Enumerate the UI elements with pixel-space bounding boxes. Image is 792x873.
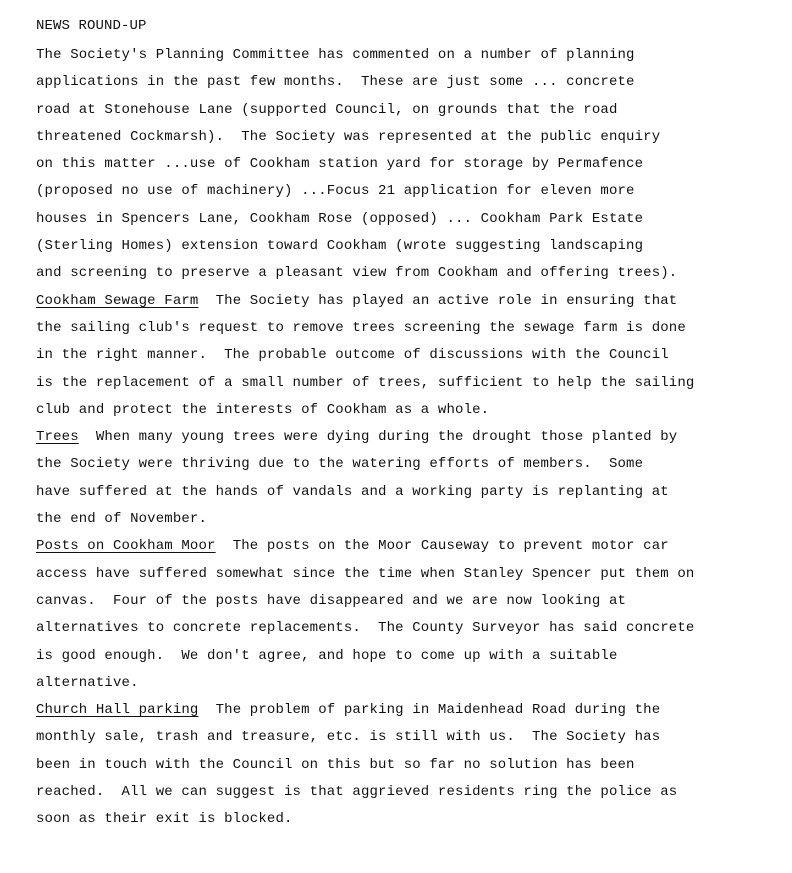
text-line: the end of November. [36,511,208,528]
section-sewage-farm [36,288,766,424]
section-posts-on-moor [36,533,766,697]
text-line: applications in the past few months. These are just some ... concrete [36,74,635,91]
text-line: access have suffered somewhat since the time when Stanley Spencer put them on [36,565,695,582]
section-lead-text: The Society has played an active role in ensuring that [198,292,678,309]
section-church-hall-parking [36,697,766,833]
text-line [36,697,766,724]
text-line: houses in Spencers Lane, Cookham Rose (opposed) ... Cookham Park Estate [36,210,644,227]
section-title: Church Hall parking [36,702,199,719]
section-title: Trees [36,429,79,446]
page-heading: NEWS ROUND-UP [36,18,147,34]
section-trees [36,424,766,533]
section-title: Posts on Cookham Moor [36,538,216,555]
text-line: threatened Cockmarsh). The Society was represented at the public enquiry [36,128,661,145]
text-line: (proposed no use of machinery) ...Focus 21 application for eleven more [36,183,635,200]
text-line: monthly sale, trash and treasure, etc. is still with us. The Society has [36,729,661,746]
text-line: is the replacement of a small number of trees, sufficient to help the sailing [36,374,695,391]
section-lead-text: When many young trees were dying during the drought those planted by [78,429,678,446]
text-line [36,533,766,560]
text-line: road at Stonehouse Lane (supported Council, on grounds that the road [36,101,618,118]
text-line: alternative. [36,674,139,691]
section-lead-text: The posts on the Moor Causeway to prevent motor car [215,538,669,555]
text-line: club and protect the interests of Cookham as a whole. [36,401,490,418]
text-line: and screening to preserve a pleasant view from Cookham and offering trees). [36,265,678,282]
text-line: (Sterling Homes) extension toward Cookham (wrote suggesting landscaping [36,238,644,255]
text-line: reached. All we can suggest is that aggrieved residents ring the police as [36,784,678,801]
text-line: have suffered at the hands of vandals and a working party is replanting at [36,483,669,500]
text-line: The Society's Planning Committee has commented on a number of planning [36,47,635,63]
text-line: canvas. Four of the posts have disappeared and we are now looking at [36,592,627,609]
newsletter-page [36,14,766,834]
text-line [36,288,766,315]
section-lead-text: The problem of parking in Maidenhead Road during the [198,702,661,719]
text-line: the sailing club's request to remove trees screening the sewage farm is done [36,319,686,336]
text-line: in the right manner. The probable outcome of discussions with the Council [36,347,669,364]
text-line [36,424,766,451]
text-line: been in touch with the Council on this but so far no solution has been [36,756,635,773]
text-line: soon as their exit is blocked. [36,811,293,828]
section-title: Cookham Sewage Farm [36,292,199,309]
text-line: on this matter ...use of Cookham station yard for storage by Permafence [36,156,644,173]
text-line: is good enough. We don't agree, and hope to come up with a suitable [36,647,618,664]
section-planning [36,42,766,288]
text-line: the Society were thriving due to the watering efforts of members. Some [36,456,644,473]
text-line: alternatives to concrete replacements. The County Surveyor has said concrete [36,620,695,637]
